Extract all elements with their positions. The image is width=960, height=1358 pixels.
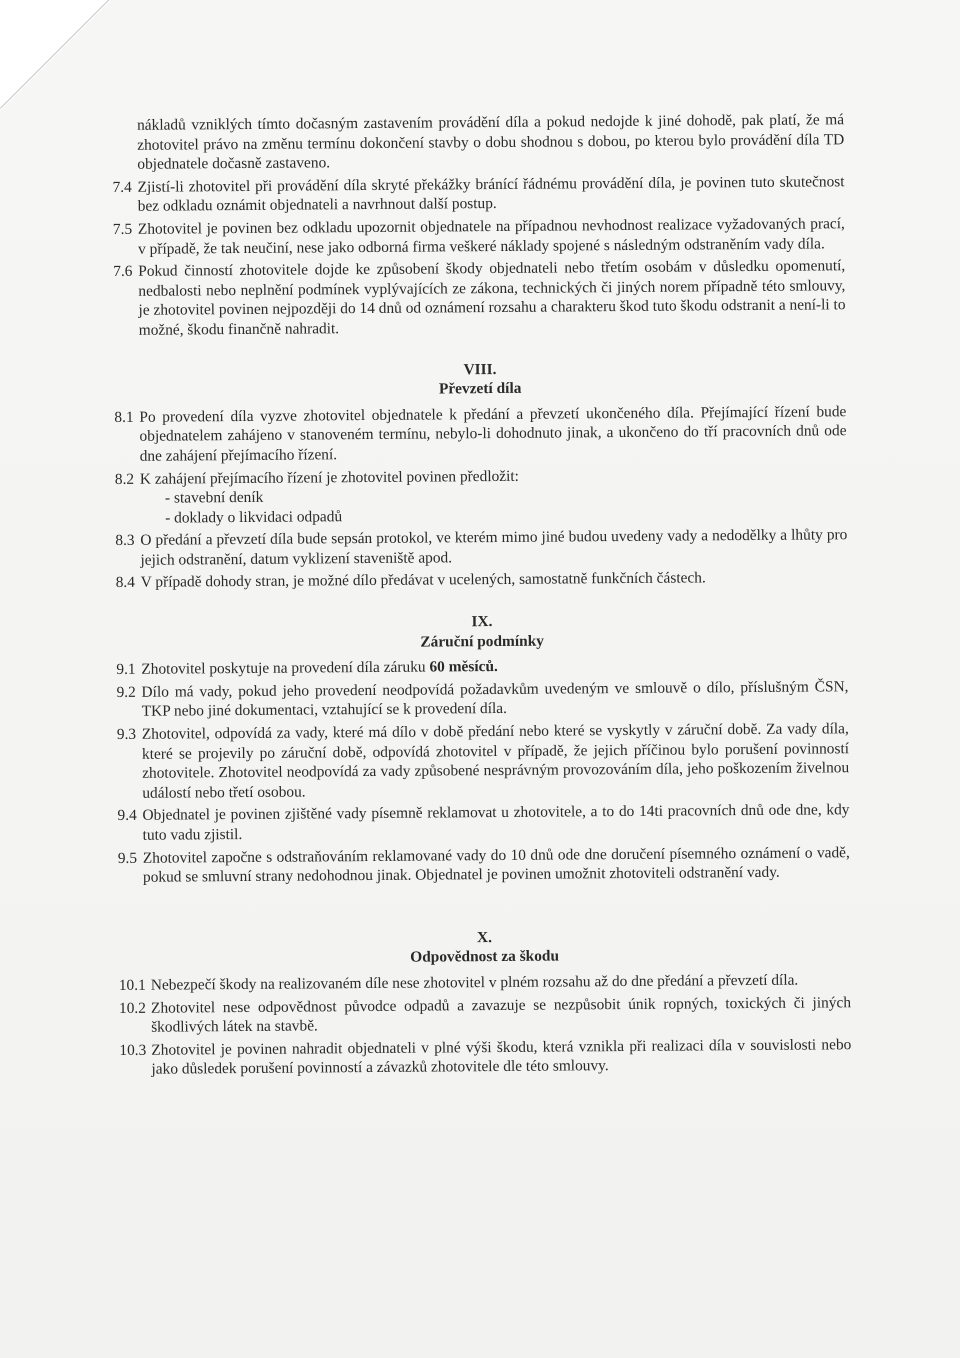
list-item-stavebni-denik: - stavební deník bbox=[164, 488, 264, 507]
item-number: 7.5 bbox=[112, 220, 133, 238]
item-9-1 bbox=[116, 654, 848, 679]
item-text: K zahájení přejímacího řízení je zhotovitel povinen předložit: bbox=[139, 467, 519, 488]
item-number: 9.4 bbox=[117, 807, 137, 825]
item-8-3 bbox=[115, 526, 847, 571]
warranty-period: 60 měsíců. bbox=[429, 658, 498, 676]
item-9-2 bbox=[116, 677, 848, 722]
item-text: V případě dohody stran, je možné dílo předávat v ucelených, samostatně funkčních částech. bbox=[140, 569, 706, 592]
item-9-4 bbox=[117, 801, 849, 846]
section-8-number: VIII. bbox=[463, 360, 497, 378]
item-text: Zhotovitel započne s odstraňováním reklamované vady do 10 dnů ode dne doručení písemného oznámení o vadě, pokud se smluvní strany nedohodnou jinak. Objednatel je povinen umožnit zhotoviteli odstranění vady. bbox=[142, 843, 850, 886]
item-text: Po provedení díla vyzve zhotovitel objednatele k předání a převzetí ukončeného díla. Přejímající řízení bude objednatelem zahájeno v stanoveném termínu, nebylo-li dohodnuto jinak, a ukončeno do tří pracovních dnů ode dne zahájení přejímacího řízení. bbox=[139, 402, 847, 465]
item-7-6 bbox=[113, 256, 846, 340]
item-number: 10.3 bbox=[119, 1041, 147, 1059]
item-10-1 bbox=[119, 970, 851, 995]
item-number: 10.2 bbox=[118, 999, 147, 1017]
section-8-title: Převzetí díla bbox=[438, 379, 522, 398]
section-10-number: X. bbox=[476, 928, 493, 946]
item-text: Nebezpečí škody na realizovaném díle nese zhotovitel v plném rozsahu až do dne předání a převzetí díla. bbox=[150, 971, 799, 994]
item-text: Zhotovitel nese odpovědnost původce odpadů a zavazuje se nezpůsobit únik ropných, toxických či jiných škodlivých látek na stavbě. bbox=[150, 993, 852, 1036]
spacer bbox=[118, 885, 850, 909]
item-number: 10.1 bbox=[118, 976, 146, 994]
item-number: 8.2 bbox=[114, 470, 135, 488]
item-number: 8.4 bbox=[115, 574, 135, 592]
item-number: 7.4 bbox=[112, 178, 132, 196]
item-text: Objednatel je povinen zjištěné vady písemně reklamovat u zhotovitele, a to do 14ti pracovních dnů ode dne, kdy tuto vadu zjistil. bbox=[142, 801, 850, 844]
item-number: 9.3 bbox=[116, 725, 137, 744]
item-7-5 bbox=[113, 214, 845, 259]
item-10-3 bbox=[119, 1035, 851, 1080]
item-9-3 bbox=[117, 719, 850, 803]
item-text: O předání a převzetí díla bude sepsán protokol, ve kterém mimo jiné budou uvedeny vady a nedodělky a lhůty pro jejich odstranění, datum vyklizení staveniště apod. bbox=[140, 526, 848, 569]
document-text bbox=[112, 110, 852, 1083]
item-10-2 bbox=[119, 993, 851, 1038]
item-number: 9.2 bbox=[116, 683, 136, 701]
item-text: Pokud činností zhotovitele dojde ke způsobení škody objednateli nebo třetím osobám v důsledku opomenutí, nedbalosti nebo neplnění podmínek vyplývajících ze zákona, technických či jiných norem případně této smlouvy, je zhotovitel povinen nejpozději do 14 dnů od oznámení rozsahu a charakteru škod tuto škodu odstranit a není-li to možné, škodu finančně nahradit. bbox=[138, 257, 846, 339]
folded-corner bbox=[0, 0, 110, 110]
item-text: Zjistí-li zhotovitel při provádění díla skryté překážky bránící řádnému provádění díla, je povinen tuto skutečnost bez odkladu oznámit objednateli a navrhnout další postup. bbox=[137, 173, 845, 216]
section-9-number: IX. bbox=[471, 613, 493, 631]
item-number: 8.1 bbox=[114, 408, 134, 426]
section-10-title: Odpovědnost za škodu bbox=[410, 947, 560, 967]
intro-paragraph: nákladů vzniklých tímto dočasným zastavením provádění díla a pokud nedojde k jiné dohodě, pak platí, že má zhotovitel právo na změnu termínu dokončení stavby o dobu shodnou s dobou, po kterou bylo provádění díla TD objednatele dočasně zastaveno. bbox=[137, 111, 845, 173]
item-text: Zhotovitel je povinen nahradit objednateli v plné výši škodu, která vznikla při realizaci díla v souvislosti nebo jako důsledek porušení povinností a závazků zhotovitele dle této smlouvy. bbox=[151, 1035, 852, 1079]
item-9-5 bbox=[118, 843, 850, 888]
item-number: 7.6 bbox=[113, 263, 133, 281]
item-8-4 bbox=[116, 568, 848, 593]
item-7-4 bbox=[112, 172, 844, 217]
item-text: Zhotovitel je povinen bez odkladu upozornit objednatele na případnou nevhodnost realizace vyžadovaných prací, v případě, že tak neučiní, nese jako odborná firma veškeré náklady spojené s následným odstraněním vady díla. bbox=[137, 215, 845, 258]
item-8-1 bbox=[114, 402, 846, 467]
item-text: Zhotovitel poskytuje na provedení díla záruku bbox=[141, 658, 426, 679]
item-text: Dílo má vady, pokud jeho provedení neodpovídá požadavkům uvedeným ve smlouvě o dílo, příslušným ČSN, TKP nebo jiné dokumentaci, vztahující se k provedení díla. bbox=[141, 678, 849, 721]
item-number: 9.5 bbox=[117, 849, 138, 867]
item-text: Zhotovitel, odpovídá za vady, které má dílo v době předání nebo které se vyskytly v záruční době. Za vady díla, které se projevily po záruční době, odpovídá zhotovitel v případě, že jejich příčinou bylo porušení povinností zhotovitele. Zhotovitel neodpovídá za vady způsobené nesprávným provozováním díla, jeho poškozením živelnou událostí nebo třetí osobou. bbox=[141, 720, 850, 802]
item-number: 9.1 bbox=[116, 661, 136, 679]
list-item-doklady-odpadu: - doklady o likvidaci odpadů bbox=[165, 507, 343, 527]
item-number: 8.3 bbox=[115, 532, 135, 550]
section-9-title: Záruční podmínky bbox=[420, 632, 544, 651]
